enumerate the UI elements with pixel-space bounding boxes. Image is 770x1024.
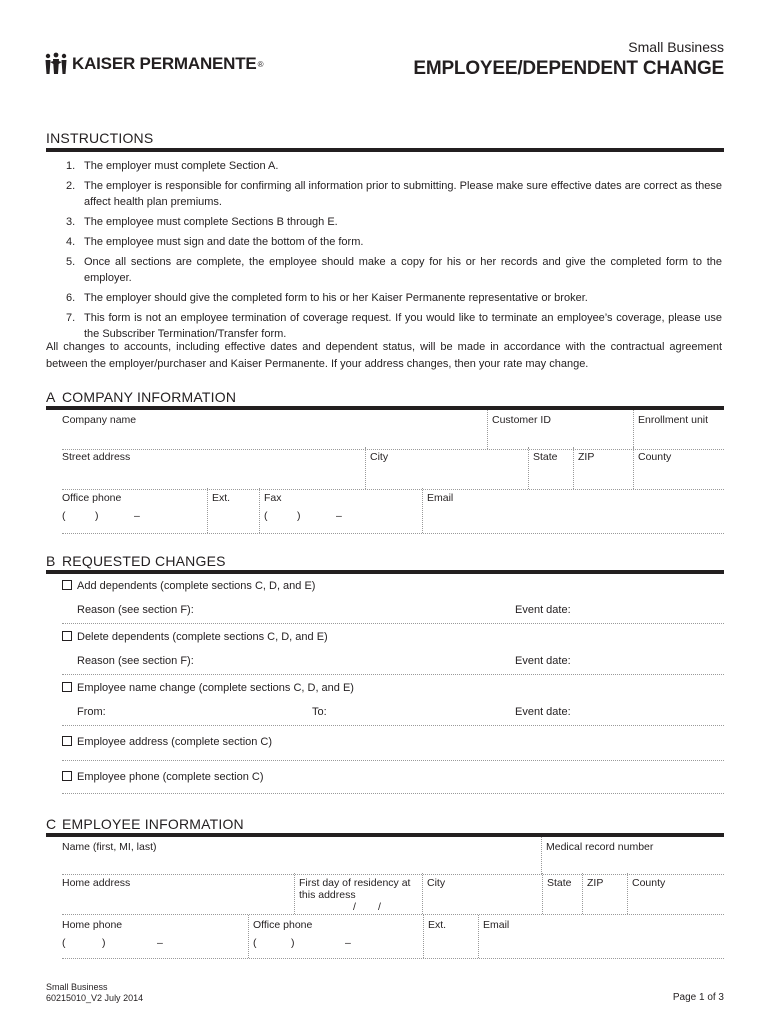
employee-ext-field[interactable]: Ext.: [423, 915, 478, 958]
delete-event-date-field[interactable]: Event date:: [515, 655, 571, 667]
company-city-field[interactable]: City: [365, 447, 528, 489]
section-b-rule: [46, 570, 724, 574]
company-email-field[interactable]: Email: [422, 488, 724, 533]
checkbox[interactable]: [62, 580, 72, 590]
instruction-item: 6. The employer should give the completed form to his or her Kaiser Permanente representative or broker.: [66, 292, 588, 304]
company-office-phone-field[interactable]: Office phone ( ) –: [62, 492, 140, 522]
employee-email-field[interactable]: Email: [478, 915, 724, 958]
add-event-date-field[interactable]: Event date:: [515, 604, 571, 616]
home-phone-field[interactable]: Home phone ( ) –: [62, 919, 163, 949]
employee-city-field[interactable]: City: [422, 873, 542, 914]
employee-state-field[interactable]: State: [542, 873, 582, 914]
instructions-list: [66, 158, 722, 346]
add-dependents-option[interactable]: Add dependents (complete sections C, D, and E): [62, 580, 315, 592]
address-change-row: [62, 731, 724, 761]
phone-change-row: [62, 766, 724, 794]
name-change-row: [62, 680, 724, 726]
instructions-heading: INSTRUCTIONS: [46, 130, 154, 146]
company-row-2: [62, 447, 724, 490]
instruction-item: 5. Once all sections are complete, the employee should make a copy for his or her records and give the completed form to the employer.: [66, 256, 722, 284]
company-row-1: [62, 410, 724, 450]
footer-form-info: [46, 982, 143, 1004]
delete-dependents-option[interactable]: Delete dependents (complete sections C, D, and E): [62, 631, 328, 643]
name-change-option[interactable]: Employee name change (complete sections C, D, and E): [62, 682, 354, 694]
company-ext-field[interactable]: Ext.: [207, 488, 259, 533]
checkbox[interactable]: [62, 682, 72, 692]
brand-logo: [44, 52, 263, 76]
company-county-field[interactable]: County: [633, 447, 724, 489]
company-state-field[interactable]: State: [528, 447, 573, 489]
page-number: Page 1 of 3: [672, 992, 724, 1003]
form-title: EMPLOYEE/DEPENDENT CHANGE: [413, 58, 724, 79]
company-name-field[interactable]: Company name: [62, 414, 137, 426]
employee-row-3: [62, 915, 724, 959]
kaiser-logo-icon: [44, 52, 68, 76]
add-dependents-row: [62, 578, 724, 624]
section-letter: A: [46, 389, 56, 405]
section-b-heading: [46, 553, 226, 569]
checkbox[interactable]: [62, 736, 72, 746]
company-row-3: [62, 488, 724, 534]
instruction-item: 2. The employer is responsible for confirming all information prior to submitting. Please make sure effective dates are correct as these affect health plan premiums.: [66, 180, 722, 208]
instruction-item: 4. The employee must sign and date the bottom of the form.: [66, 236, 364, 248]
brand-name: KAISER PERMANENTE: [72, 54, 257, 73]
instruction-item: 3. The employee must complete Sections B through E.: [66, 216, 338, 228]
employee-zip-field[interactable]: ZIP: [582, 873, 627, 914]
section-a-title: COMPANY INFORMATION: [62, 389, 237, 405]
company-fax-field[interactable]: Fax ( ) –: [259, 488, 422, 533]
instruction-item: 1. The employer must complete Section A.: [66, 160, 279, 172]
name-event-date-field[interactable]: Event date:: [515, 706, 571, 718]
delete-dependents-row: [62, 629, 724, 675]
instructions-note: All changes to accounts, including effective dates and dependent status, will be made in accordance with the contractual agreement between the employer/purchaser and Kaiser Permanente. If your address changes, then your rate may change.: [46, 341, 722, 370]
medical-record-number-field[interactable]: Medical record number: [541, 837, 724, 874]
company-zip-field[interactable]: ZIP: [573, 447, 633, 489]
employee-row-1: [62, 837, 724, 875]
employee-name-field[interactable]: Name (first, MI, last): [62, 841, 157, 853]
street-address-field[interactable]: Street address: [62, 451, 131, 463]
employee-row-2: [62, 873, 724, 915]
phone-change-option[interactable]: Employee phone (complete section C): [62, 771, 263, 783]
checkbox[interactable]: [62, 631, 72, 641]
section-b-title: REQUESTED CHANGES: [62, 553, 226, 569]
footer-category: Small Business: [46, 982, 108, 992]
employee-office-phone-field[interactable]: Office phone ( ) –: [248, 915, 423, 958]
address-change-option[interactable]: Employee address (complete section C): [62, 736, 272, 748]
home-address-field[interactable]: Home address: [62, 877, 131, 889]
section-c-title: EMPLOYEE INFORMATION: [62, 816, 244, 832]
section-letter: C: [46, 816, 57, 832]
enrollment-unit-field[interactable]: Enrollment unit: [633, 410, 724, 449]
brand-registered-mark: ®: [257, 59, 264, 69]
name-to-field[interactable]: To:: [312, 706, 327, 718]
section-c-heading: [46, 816, 244, 832]
add-reason-field[interactable]: Reason (see section F):: [77, 604, 194, 616]
form-category: Small Business: [628, 39, 724, 55]
checkbox[interactable]: [62, 771, 72, 781]
footer-form-number: 60215010_V2 July 2014: [46, 993, 144, 1003]
section-a-heading: [46, 389, 236, 405]
customer-id-field[interactable]: Customer ID: [487, 410, 633, 449]
section-letter: B: [46, 553, 56, 569]
instructions-rule: [46, 148, 724, 152]
instruction-item: 7. This form is not an employee termination of coverage request. If you would like to terminate an employee’s coverage, please use the Subscriber Termination/Transfer form.: [66, 312, 722, 340]
name-from-field[interactable]: From:: [77, 706, 106, 718]
residency-date-field[interactable]: First day of residency at this address / /: [294, 873, 422, 914]
employee-county-field[interactable]: County: [627, 873, 724, 914]
delete-reason-field[interactable]: Reason (see section F):: [77, 655, 194, 667]
